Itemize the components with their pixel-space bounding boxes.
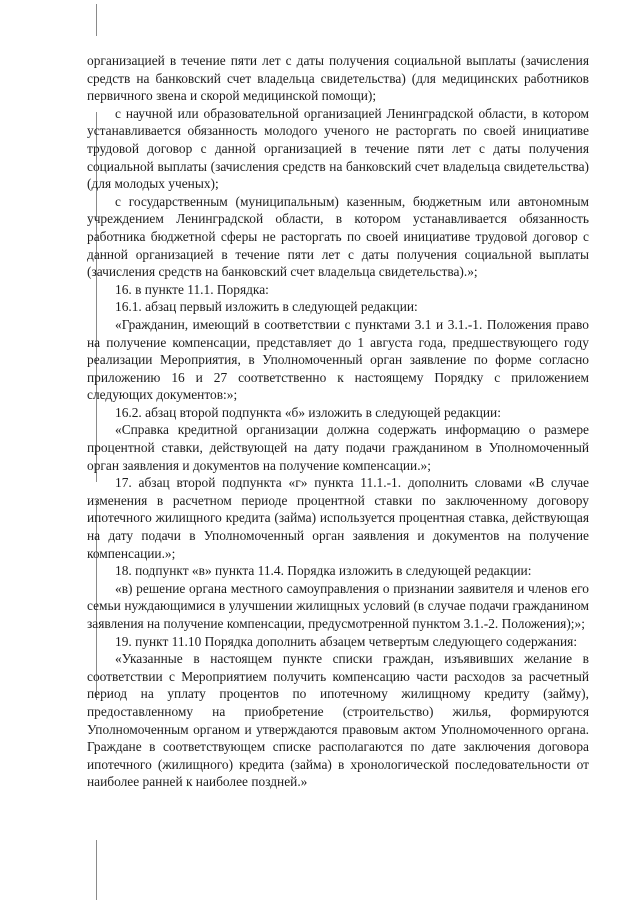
document-body	[87, 52, 589, 791]
item-16-1: 16.1. абзац первый изложить в следующей редакции:	[115, 299, 418, 315]
item-18-text: «в) решение органа местного самоуправления о признании заявителя и членов его семьи нуждающимися в улучшении жилищных условий (в случае подачи гражданином заявления на получение компенсации, предусмотренной пунктом 3.1.-2. Положения);»;	[87, 580, 589, 631]
item-19-text: «Указанные в настоящем пункте списки граждан, изъявивших желание в соответствии с Мероприятием получить компенсацию части расходов за расчетный период на уплату процентов по ипотечному жилищному кредиту (займу), предоставленному на приобретение (строительство) жилья, формируются Уполномоченным органом и утверждаются правовым актом Уполномоченного органа. Граждане в соответствующем списке располагаются по дате заключения договора ипотечного (жилищного) кредита (займа) в хронологической последовательности от наиболее ранней к наиболее поздней.»	[87, 651, 589, 790]
margin-line	[96, 4, 97, 36]
item-16: 16. в пункте 11.1. Порядка:	[115, 281, 269, 297]
paragraph-budget-institution: с государственным (муниципальным) казенным, бюджетным или автономным учреждением Ленинградской области, в котором устанавливается обязанность работника бюджетной сферы не расторгать по своей инициативе трудовой договор с данной организацией в течение пяти лет с даты получения социальной выплаты (зачисления средств на банковский счет владельца свидетельства).»;	[87, 193, 589, 280]
item-16-1-text: «Гражданин, имеющий в соответствии с пунктами 3.1 и 3.1.-1. Положения право на получение компенсации, представляет до 1 августа года, предшествующего году реализации Мероприятия, в Уполномоченный орган заявление по форме согласно приложению 16 и 27 соответственно к настоящему Порядку с приложением следующих документов:»;	[87, 316, 589, 403]
item-19: 19. пункт 11.10 Порядка дополнить абзацем четвертым следующего содержания:	[115, 633, 578, 649]
item-16-2: 16.2. абзац второй подпункта «б» изложить в следующей редакции:	[115, 404, 501, 420]
paragraph-continuation: организацией в течение пяти лет с даты получения социальной выплаты (зачисления средств на банковский счет владельца свидетельства) (для медицинских работников первичного звена и скорой медицинской помощи);	[87, 53, 589, 104]
paragraph-scientific-organization: с научной или образовательной организацией Ленинградской области, в котором устанавливается обязанность молодого ученого не расторгать по своей инициативе трудовой договор с данной организацией в течение пяти лет с даты получения социальной выплаты (зачисления средств на банковский счет владельца свидетельства) (для молодых ученых);	[87, 105, 589, 192]
item-17: 17. абзац второй подпункта «г» пункта 11.1.-1. дополнить словами «В случае изменения в расчетном периоде процентной ставки по заключенному договору ипотечного жилищного кредита (займа) используется процентная ставка, действующая на дату подачи в Уполномоченный орган заявления и документов на получение компенсации.»;	[87, 475, 589, 561]
margin-line	[96, 840, 97, 900]
item-18: 18. подпункт «в» пункта 11.4. Порядка изложить в следующей редакции:	[115, 563, 532, 579]
item-16-2-text: «Справка кредитной организации должна содержать информацию о размере процентной ставки, действующей на дату подачи гражданином в Уполномоченный орган заявления и документов на получение компенсации.»;	[87, 422, 589, 473]
